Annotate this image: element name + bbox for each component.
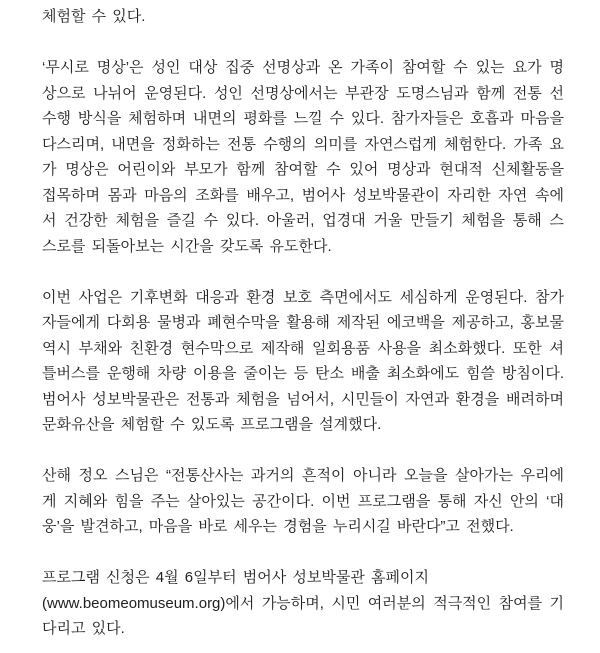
text-line: 게 지혜와 힘을 주는 살아있는 공간이다. 이번 프로그램을 통해 자신 안의 ‘대 (42, 492, 564, 510)
text-line-with-url: (www.beomeomuseum.org)에서 가능하며, 시민 여러분의 적극적인 참여를 기 (42, 594, 564, 612)
paragraph (42, 463, 564, 540)
text-line: 웅’을 발견하고, 마음을 바로 세우는 경험을 누리시길 바란다”고 전했다. (42, 518, 514, 535)
text-line: 체험할 수 있다. (42, 8, 146, 25)
text-line: 스로를 되돌아보는 시간을 갖도록 유도한다. (42, 237, 332, 255)
paragraph (42, 55, 564, 259)
paragraph (42, 565, 564, 642)
text-line: 틀버스를 운행해 차량 이용을 줄이는 등 탄소 배출 최소화에도 힘쓸 방침이다. (42, 365, 564, 382)
text-line: 수행 방식을 체험하며 내면의 평화를 느낄 수 있다. 참가자들은 호흡과 마음을 (42, 110, 564, 127)
text-line: 다스리며, 내면을 정화하는 전통 수행의 의미를 자연스럽게 체험한다. 가족 요 (42, 135, 564, 153)
text-line: 산해 정오 스님은 “전통산사는 과거의 흔적이 아니라 오늘을 살아가는 우리에 (42, 467, 564, 484)
text-line: 서 건강한 체험을 즐길 수 있다. 아울러, 업경대 거울 만들기 체험을 통해 스 (42, 212, 564, 229)
text-line: 이번 사업은 기후변화 대응과 환경 보호 측면에서도 세심하게 운영된다. 참가 (42, 288, 564, 306)
text-line: 프로그램 신청은 4월 6일부터 범어사 성보박물관 홈페이지 (42, 569, 429, 586)
text-line: 상으로 나뉘어 운영된다. 성인 선명상에서는 부관장 도명스님과 함께 전통 선 (42, 84, 564, 102)
text-line: 접목하며 몸과 마음의 조화를 배우고, 범어사 성보박물관이 자리한 자연 속에 (42, 186, 564, 204)
text-line: ‘무시로 명상’은 성인 대상 집중 선명상과 온 가족이 참여할 수 있는 요가 명 (42, 59, 564, 76)
text-line: 역시 부채와 친환경 현수막으로 제작해 일회용품 사용을 최소화했다. 또한 셔 (42, 339, 564, 357)
paragraph (42, 285, 564, 438)
paragraph (42, 4, 564, 30)
text-line: 다리고 있다. (42, 620, 125, 637)
text-line: 자들에게 다회용 물병과 폐현수막을 활용해 제작된 에코백을 제공하고, 홍보물 (42, 314, 564, 331)
text-line: 가 명상은 어린이와 부모가 함께 참여할 수 있어 명상과 현대적 신체활동을 (42, 161, 564, 178)
text-line: 범어사 성보박물관은 전통과 체험을 넘어서, 시민들이 자연과 환경을 배려하며 (42, 390, 564, 408)
text-line: 문화유산을 체험할 수 있도록 프로그램을 설계했다. (42, 416, 382, 433)
